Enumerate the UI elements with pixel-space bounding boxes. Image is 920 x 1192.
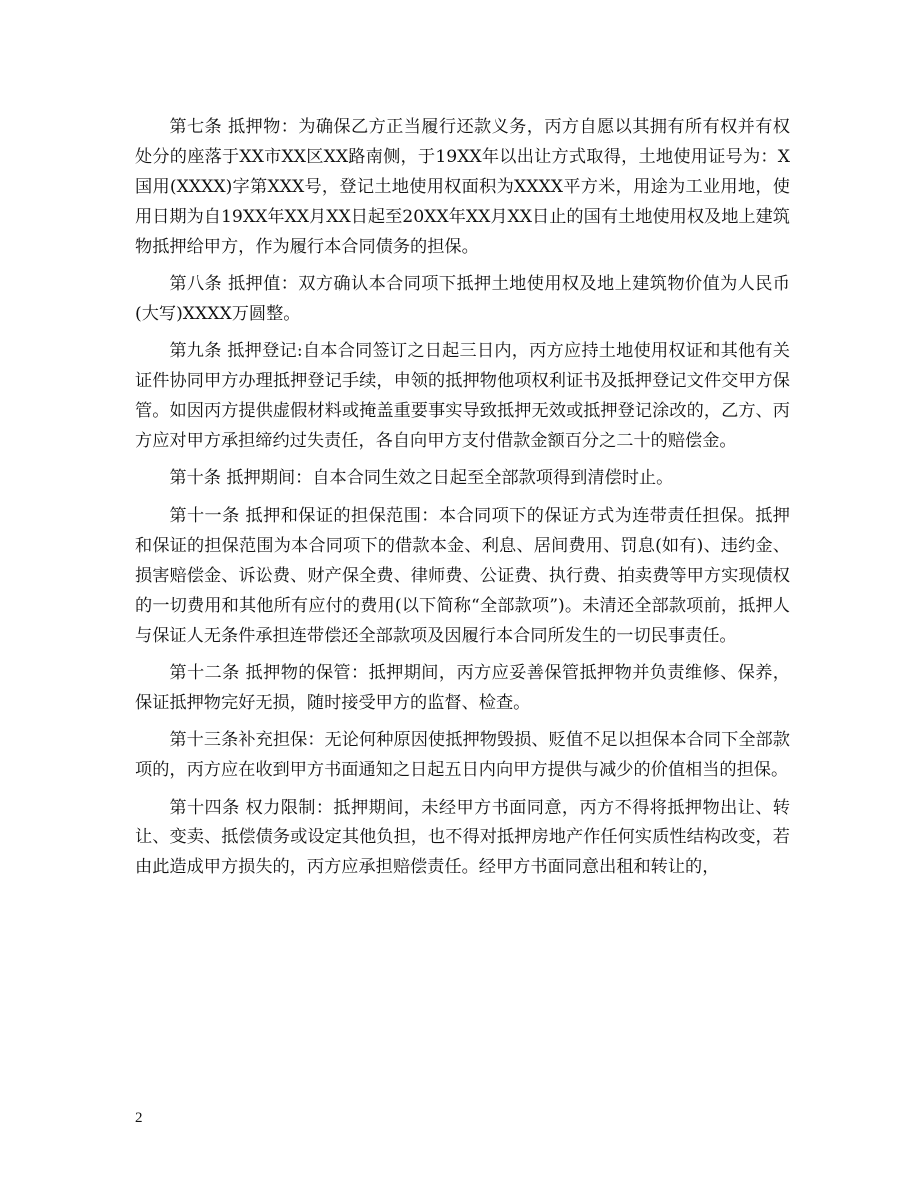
- article-10-paragraph: 第十条 抵押期间：自本合同生效之日起至全部款项得到清偿时止。: [169, 468, 674, 489]
- article-7-paragraph: 第七条 抵押物：为确保乙方正当履行还款义务，丙方自愿以其拥有所有权并有权处分的座落于XX市XX区XX路南侧，于19XX年以出让方式取得，土地使用证号为：X国用(XXXX)字第XXX号，登记土地使用权面积为XXXX平方米，用途为工业用地，使用日期为自19XX年XX月XX日起至20XX年XX月XX日止的国有土地使用权及地上建筑物抵押给甲方，作为履行本合同债务的担保。: [135, 117, 790, 257]
- article-8-paragraph: 第八条 抵押值：双方确认本合同项下抵押土地使用权及地上建筑物价值为人民币(大写)XXXX万圆整。: [135, 274, 790, 324]
- page-number: 2: [135, 1110, 143, 1126]
- article-11-paragraph: 第十一条 抵押和保证的担保范围：本合同项下的保证方式为连带责任担保。抵押和保证的担保范围为本合同项下的借款本金、利息、居间费用、罚息(如有)、违约金、损害赔偿金、诉讼费、财产保全费、律师费、公证费、执行费、拍卖费等甲方实现债权的一切费用和其他所有应付的费用(以下简称“全部款项”)。未清还全部款项前，抵押人与保证人无条件承担连带偿还全部款项及因履行本合同所发生的一切民事责任。: [135, 505, 790, 646]
- article-14-paragraph: 第十四条 权力限制：抵押期间，未经甲方书面同意，丙方不得将抵押物出让、转让、变卖、抵偿债务或设定其他负担，也不得对抵押房地产作任何实质性结构改变，若由此造成甲方损失的，丙方应承担赔偿责任。经甲方书面同意出租和转让的，: [135, 797, 790, 878]
- article-13-paragraph: 第十三条补充担保：无论何种原因使抵押物毁损、贬值不足以担保本合同下全部款项的，丙方应在收到甲方书面通知之日起五日内向甲方提供与减少的价值相当的担保。: [135, 730, 790, 781]
- article-12-paragraph: 第十二条 抵押物的保管：抵押期间，丙方应妥善保管抵押物并负责维修、保养，保证抵押物完好无损，随时接受甲方的监督、检查。: [135, 662, 790, 713]
- contract-body: [135, 113, 790, 891]
- article-9-paragraph: 第九条 抵押登记:自本合同签订之日起三日内，丙方应持土地使用权证和其他有关证件协同甲方办理抵押登记手续，申领的抵押物他项权利证书及抵押登记文件交甲方保管。如因丙方提供虚假材料或掩盖重要事实导致抵押无效或抵押登记涂改的，乙方、丙方应对甲方承担缔约过失责任，各自向甲方支付借款金额百分之二十的赔偿金。: [135, 341, 790, 452]
